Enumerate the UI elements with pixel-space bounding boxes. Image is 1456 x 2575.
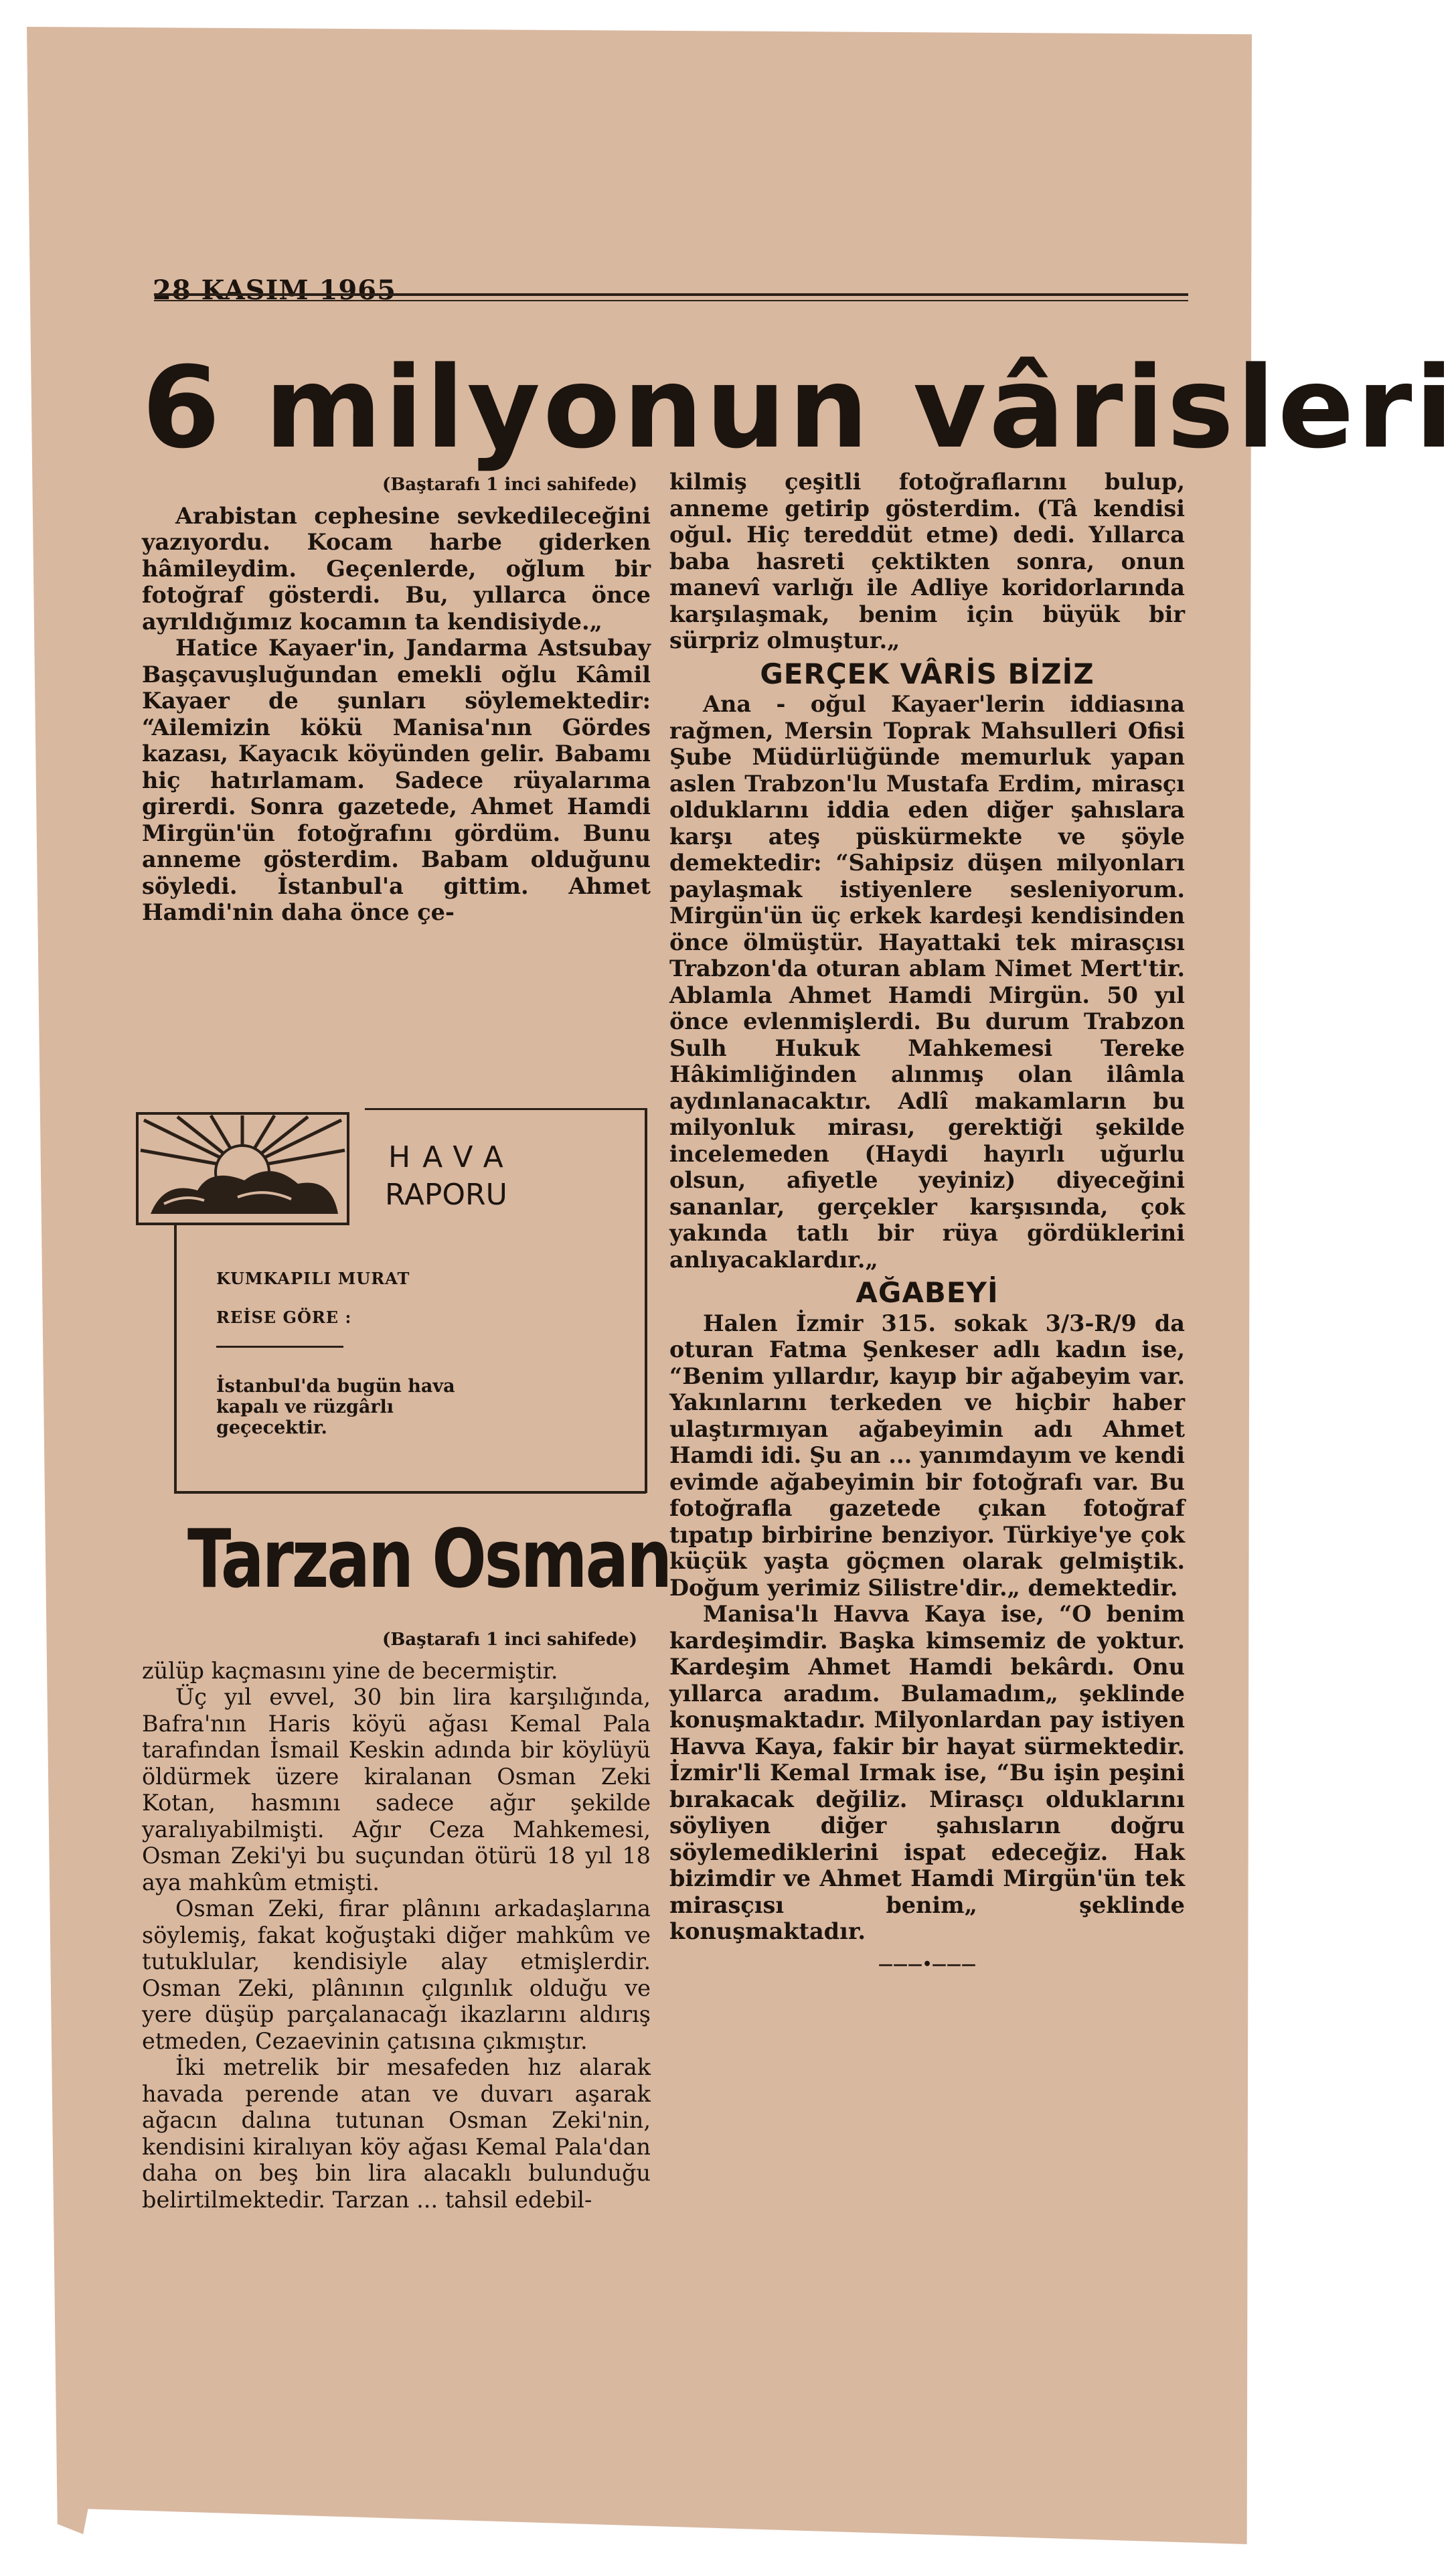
article-paragraph: Osman Zeki, firar plânını arkadaşlarına söylemiş, fakat koğuştaki diğer mahkûm ve tutuklular, kendisiyle alay etmişlerdir. Osman Zeki, plânının çılgınlık olduğu ve yere düşüp parçalanacağı ikazlarını aldırış etmeden, Cezaevinin çatısına çıkmıştır.: [142, 1895, 651, 2054]
tarzan-article-column: [142, 1627, 651, 2213]
weather-title-line2: RAPORU: [385, 1178, 507, 1212]
weather-source-label: REİSE GÖRE :: [216, 1308, 352, 1327]
article-paragraph: Manisa'lı Havva Kaya ise, “O benim kardeşimdir. Başka kimsemiz de yoktur. Kardeşim Ahmet Hamdi bekârdı. Onu yıllarca aradım. Bulamadım„ şeklinde konuşmaktadır. Milyonlardan pay istiyen Havva Kaya, fakir bir hayat sürmektedir. İzmir'li Kemal Irmak ise, “Bu işin peşini bırakacak değiliz. Mirasçı olduklarını söyliyen diğer şahısların doğru söylemediklerini ispat edeceğiz. Hak bizimdir ve Ahmet Hamdi Mirgün'ün tek mirasçısı benim„ şeklinde konuşmaktadır.: [669, 1601, 1185, 1944]
article-paragraph: Üç yıl evvel, 30 bin lira karşılığında, Bafra'nın Haris köyü ağası Kemal Pala tarafından İsmail Keskin adında bir köylüyü öldürmek üzere kiralanan Osman Zeki Kotan, hasmını sadece ağır şekilde yaralıyabilmişti. Ağır Ceza Mahkemesi, Osman Zeki'yi bu suçundan ötürü 18 yıl 18 aya mahkûm etmişti.: [142, 1684, 651, 1895]
article-paragraph: Ana - oğul Kayaer'lerin iddiasına rağmen, Mersin Toprak Mahsulleri Ofisi Şube Müdürlüğünde memurluk yapan aslen Trabzon'lu Mustafa Erdim, mirasçı olduklarını iddia eden diğer şahıslara karşı ateş püskürmekte ve şöyle demektedir: “Sahipsiz düşen milyonları paylaşmak istiyenlere sesleniyorum. Mirgün'ün üç erkek kardeşi kendisinden önce ölmüştür. Hayattaki tek mirasçısı Trabzon'da oturan ablam Nimet Mert'tir. Ablamla Ahmet Hamdi Mirgün. 50 yıl önce evlenmişlerdi. Bu durum Trabzon Sulh Hukuk Mahkemesi Tereke Hâkimliğinden alınmış olan ilâmla aydınlanacaktır. Adlî makamların bu milyonluk mirası, gerektiği şekilde incelemeden (Haydi hayırlı uğurlu olsun, afiyetle yeyiniz) diyeceğini sananlar, gerçekler karşısında, çok yakında tatlı bir rüya gördüklerini anlıyacaklardır.„: [669, 691, 1185, 1273]
weather-box-border: [174, 1225, 177, 1493]
article-paragraph: Arabistan cephesine sevkedileceğini yazıyordu. Kocam harbe giderken hâmileydim. Geçenlerde, oğlum bir fotoğraf gösterdi. Bu, yıllarca önce ayrıldığımız kocamın ta kendisiyde.„: [142, 502, 651, 635]
article-paragraph: kilmiş çeşitli fotoğraflarını bulup, anneme getirip gösterdim. (Tâ kendisi oğul. Hiç tereddüt etme) dedi. Yıllarca baba hasreti çektikten sonra, onun manevî varlığı ile Adliye koridorlarında karşılaşmak, benim için büyük bir sürpriz olmuştur.„: [669, 469, 1185, 653]
weather-forecast-text: İstanbul'da bugün hava kapalı ve rüzgârlı geçecektir.: [216, 1376, 455, 1438]
weather-title: HAVA: [388, 1140, 515, 1174]
article-paragraph: zülüp kaçmasını yine de becermiştir.: [142, 1657, 558, 1684]
right-article-column: [669, 469, 1185, 1978]
weather-underline: [216, 1346, 343, 1348]
issue-date: 28 KASIM 1965: [153, 275, 396, 306]
weather-report-box: [137, 1108, 653, 1496]
section-subhead: AĞABEYİ: [856, 1276, 999, 1309]
weather-source: KUMKAPILI MURAT: [216, 1269, 410, 1288]
article-paragraph: Halen İzmir 315. sokak 3/3-R/9 da oturan Fatma Şenkeser adlı kadın ise, “Benim yıllardır, kayıp bir ağabeyim var. Yakınlarını terkeden ve hiçbir haber ulaştırmıyan ağabeyimin adı Ahmet Hamdi idi. Şu an ... yanımdayım ve kendi evimde ağabeyimin bir fotoğrafı var. Bu fotoğrafla gazetede çıkan fotoğraf tıpatıp birbirine benziyor. Türkiye'ye çok küçük yaşta göçmen olarak gelmiştik. Doğum yerimiz Silistre'dir.„ demektedir.: [669, 1310, 1185, 1601]
weather-box-border: [365, 1108, 646, 1110]
end-divider: ———•———: [878, 1955, 977, 1973]
article-paragraph: Hatice Kayaer'in, Jandarma Astsubay Başçavuşluğundan emekli oğlu Kâmil Kayaer de şunları söylemektedir: “Ailemizin kökü Manisa'nın Gördes kazası, Kayacık köyünden gelir. Babamı hiç hatırlamam. Sadece rüyalarıma girerdi. Sonra gazetede, Ahmet Hamdi Mirgün'ün fotoğrafını gördüm. Bunu anneme gösterdim. Babam olduğunu söyledi. İstanbul'a gittim. Ahmet Hamdi'nin daha önce çe-: [142, 635, 651, 925]
weather-box-border: [645, 1108, 647, 1493]
sun-cloud-icon: [137, 1113, 348, 1224]
section-subhead: GERÇEK VÂRİS BİZİZ: [760, 657, 1095, 690]
header-rule-thin: [154, 300, 1188, 301]
header-rule: [154, 293, 1188, 296]
tarzan-headline: Tarzan Osman: [187, 1513, 671, 1606]
continuation-note: (Baştarafı 1 inci sahifede): [382, 475, 637, 495]
weather-box-border: [174, 1491, 646, 1494]
article-paragraph: İki metrelik bir mesafeden hız alarak havada perende atan ve duvarı aşarak ağacın dalına tutunan Osman Zeki'nin, kendisini kiralıyan köy ağası Kemal Pala'dan daha on beş bin lira alacaklı bulunduğu belirtilmektedir. Tarzan ... tahsil edebil-: [142, 2054, 651, 2213]
continuation-note: (Baştarafı 1 inci sahifede): [382, 1630, 637, 1650]
main-headline: 6 milyonun vârisleri: [142, 342, 1456, 473]
left-article-column: [142, 472, 651, 926]
